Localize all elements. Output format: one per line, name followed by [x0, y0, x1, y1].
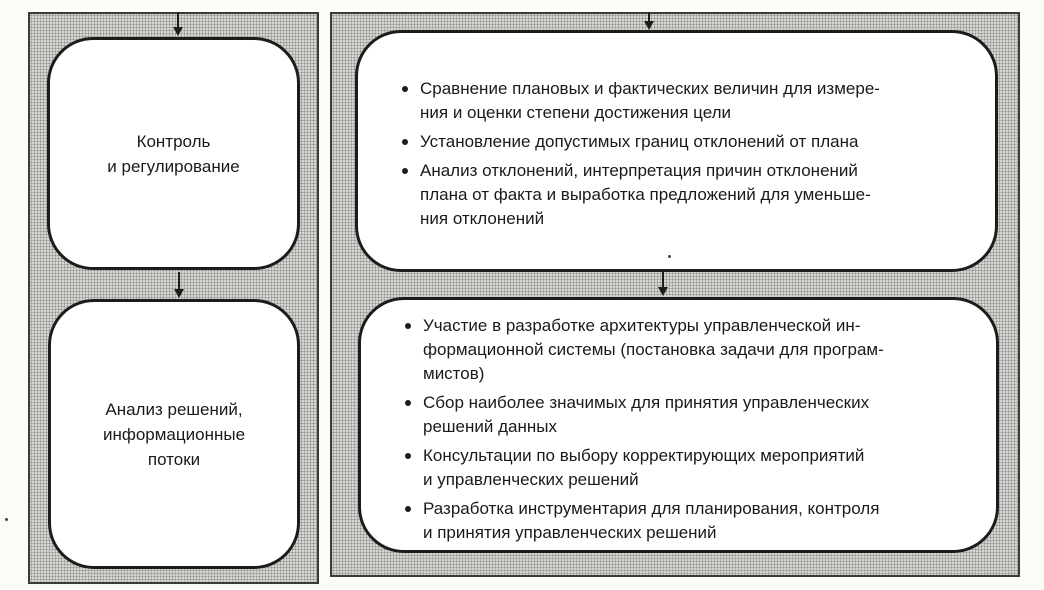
arrow-down-icon [177, 12, 179, 34]
arrow-down-icon [648, 12, 650, 28]
list-item [403, 391, 976, 439]
arrow-down-icon [178, 272, 180, 296]
list-item [400, 77, 975, 125]
list-item [403, 444, 976, 492]
bullet-icon [405, 453, 411, 459]
bullet-icon [405, 323, 411, 329]
control-tasks-box [355, 30, 998, 272]
list-item-text: Участие в разработке архитектуры управленческой ин- формационной системы (постановка задачи для програм- мистов) [423, 316, 884, 383]
bullet-icon [402, 168, 408, 174]
bullet-icon [405, 506, 411, 512]
control-regulation-label: Контроль и регулирование [107, 131, 240, 176]
bullet-icon [402, 86, 408, 92]
list-item-text: Разработка инструментария для планирования, контроля и принятия управленческих решений [423, 499, 880, 542]
decision-analysis-label: Анализ решений, информационные потоки [102, 399, 246, 469]
control-tasks-list [400, 77, 975, 231]
list-item-text: Консультации по выбору корректирующих мероприятий и управленческих решений [423, 446, 865, 489]
list-item [403, 314, 976, 386]
list-item [400, 130, 975, 154]
list-item [403, 497, 976, 545]
analysis-tasks-box [358, 297, 999, 553]
list-item-text: Сравнение плановых и фактических величин для измере- ния и оценки степени достижения цели [420, 79, 880, 122]
bullet-icon [405, 400, 411, 406]
decision-analysis-box [48, 299, 300, 569]
scan-speck [5, 518, 8, 521]
bullet-icon [402, 139, 408, 145]
analysis-tasks-list [403, 314, 976, 545]
arrow-down-icon [662, 272, 664, 294]
scan-speck [668, 255, 671, 258]
list-item-text: Установление допустимых границ отклонений от плана [420, 132, 859, 151]
control-regulation-box [47, 37, 300, 270]
list-item-text: Анализ отклонений, интерпретация причин отклонений плана от факта и выработка предложений для уменьше- ния отклонений [420, 161, 871, 228]
list-item [400, 159, 975, 231]
list-item-text: Сбор наиболее значимых для принятия управленческих решений данных [423, 393, 870, 436]
